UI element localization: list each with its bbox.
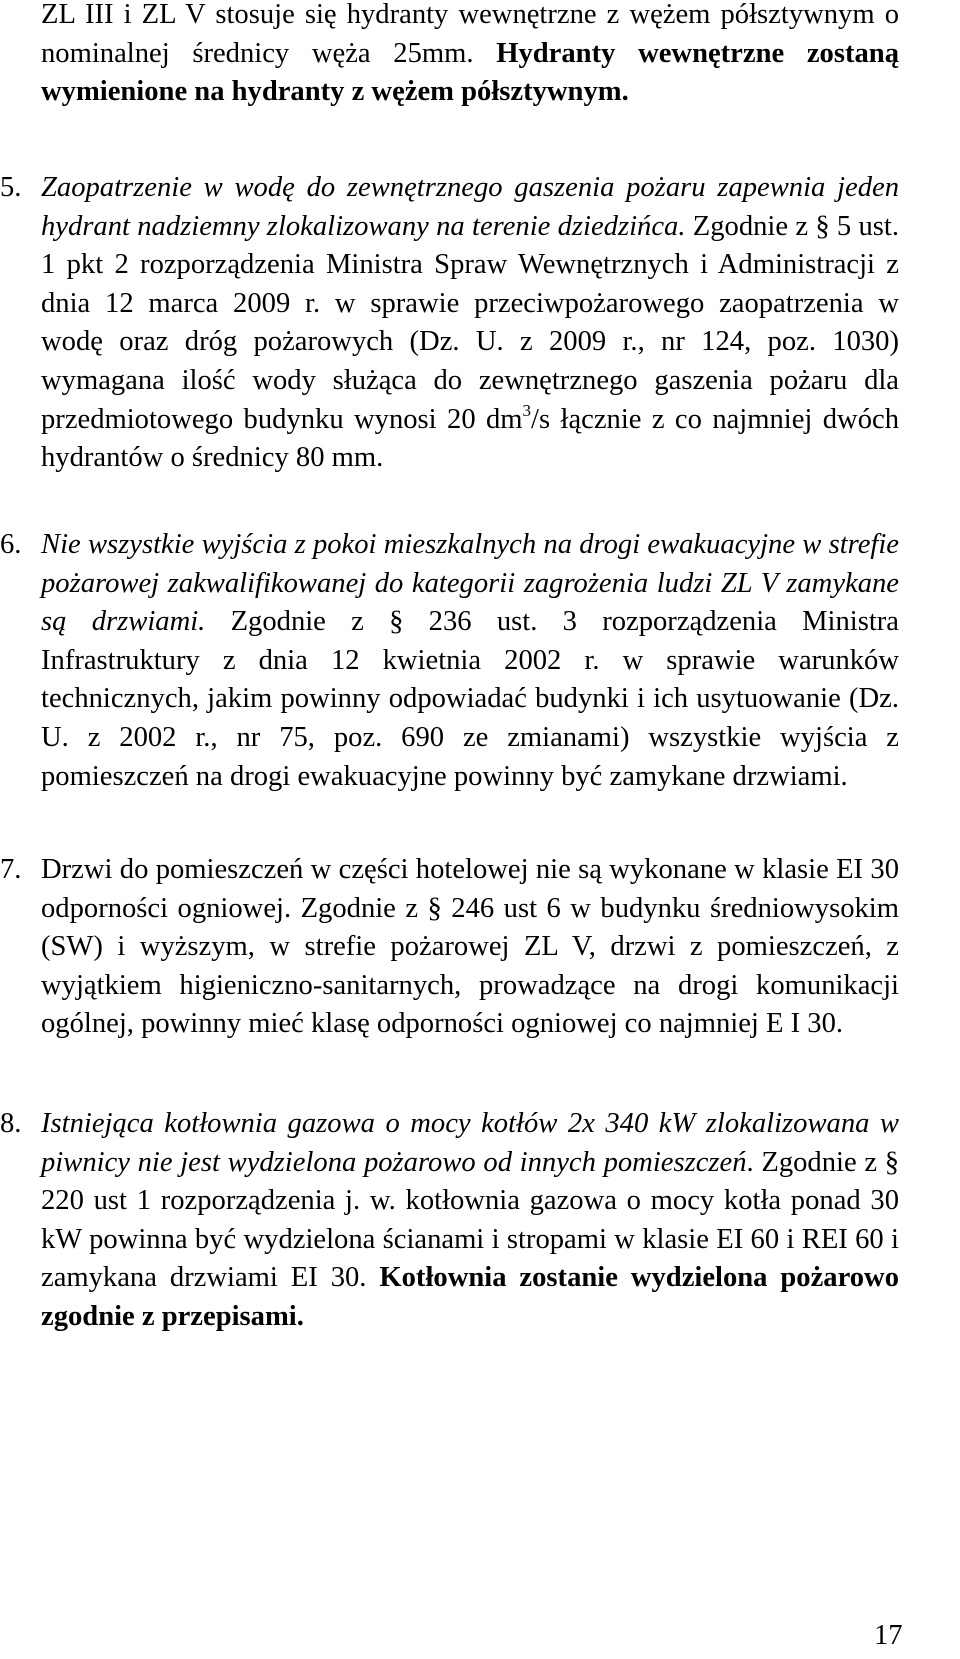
item-7-text xyxy=(41,851,899,1044)
item-5-superscript: 3 xyxy=(522,400,532,420)
intro-bold-text: Hydranty wewnętrzne zostaną wymienione na hydranty z wężem półsztywnym. xyxy=(41,37,899,108)
item-5-body: Zgodnie z § 5 ust. 1 pkt 2 rozporządzenia Ministra Spraw Wewnętrznych i Administracji z dnia 12 marca 2009 r. w sprawie przeciwpożarowego zaopatrzenia w wodę oraz dróg pożarowych (Dz. U. z 2009 r., nr 124, poz. 1030) wymagana ilość wody służąca do zewnętrznego gaszenia pożaru dla przedmiotowego budynku wynosi 20 dm xyxy=(41,210,899,435)
list-item-5 xyxy=(0,169,899,478)
item-number: 7. xyxy=(0,854,22,885)
list-item-8 xyxy=(0,1105,900,1337)
intro-paragraph xyxy=(41,0,899,112)
item-8-text xyxy=(41,1105,899,1337)
item-8-bold: Kotłownia zostanie wydzielona pożarowo zgodnie z przepisami. xyxy=(41,1262,900,1332)
item-5-body-end: /s łącznie z co najmniej dwóch hydrantów o średnicy 80 mm. xyxy=(41,403,899,474)
item-5-italic: Zaopatrzenie w wodę do zewnętrznego gaszenia pożaru zapewnia jeden hydrant nadziemny zlokalizowany na terenie dziedzińca. xyxy=(41,172,899,242)
item-number: 5. xyxy=(0,172,22,203)
item-7-body: Drzwi do pomieszczeń w części hotelowej nie są wykonane w klasie EI 30 odporności ogniowej. Zgodnie z § 246 ust 6 w budynku średniowysokim (SW) i wyższym, w strefie pożarowej ZL V, drzwi z pomieszczeń, z wyjątkiem higieniczno-sanitarnych, prowadzące na drogi komunikacji ogólnej, powinny mieć klasę odporności ogniowej co najmniej E I 30. xyxy=(41,854,899,1040)
item-6-text xyxy=(41,526,899,796)
item-number: 6. xyxy=(0,529,22,560)
page-number: 17 xyxy=(874,1620,903,1651)
item-8-body: . Zgodnie z § 220 ust 1 rozporządzenia j. w. kotłownia gazowa o mocy kotła ponad 30 kW powinna być wydzielona ścianami i stropami w klasie EI 60 i REI 60 i zamykana drzwiami EI 30. xyxy=(41,1146,900,1294)
item-5-text xyxy=(41,169,899,478)
item-6-body: Zgodnie z § 236 ust. 3 rozporządzenia Ministra Infrastruktury z dnia 12 kwietnia 2002 r. w sprawie warunków technicznych, jakim powinny odpowiadać budynki i ich usytuowanie (Dz. U. z 2002 r., nr 75, poz. 690 ze zmianami) wszystkie wyjścia z pomieszczeń na drogi ewakuacyjne powinny być zamykane drzwiami. xyxy=(41,606,899,792)
item-8-italic: Istniejąca kotłownia gazowa o mocy kotłów 2x 340 kW zlokalizowana w piwnicy nie jest wydzielona pożarowo od innych pomieszczeń xyxy=(41,1108,899,1178)
list-item-7 xyxy=(0,851,899,1044)
item-number: 8. xyxy=(0,1108,22,1139)
list-item-6 xyxy=(0,526,899,796)
intro-text: ZL III i ZL V stosuje się hydranty wewnętrzne z wężem półsztywnym o nominalnej średnicy węża 25mm. xyxy=(41,0,899,69)
item-6-italic: Nie wszystkie wyjścia z pokoi mieszkalnych na drogi ewakuacyjne w strefie pożarowej zakwalifikowanej do kategorii zagrożenia ludzi ZL V zamykane są drzwiami. xyxy=(41,529,899,638)
